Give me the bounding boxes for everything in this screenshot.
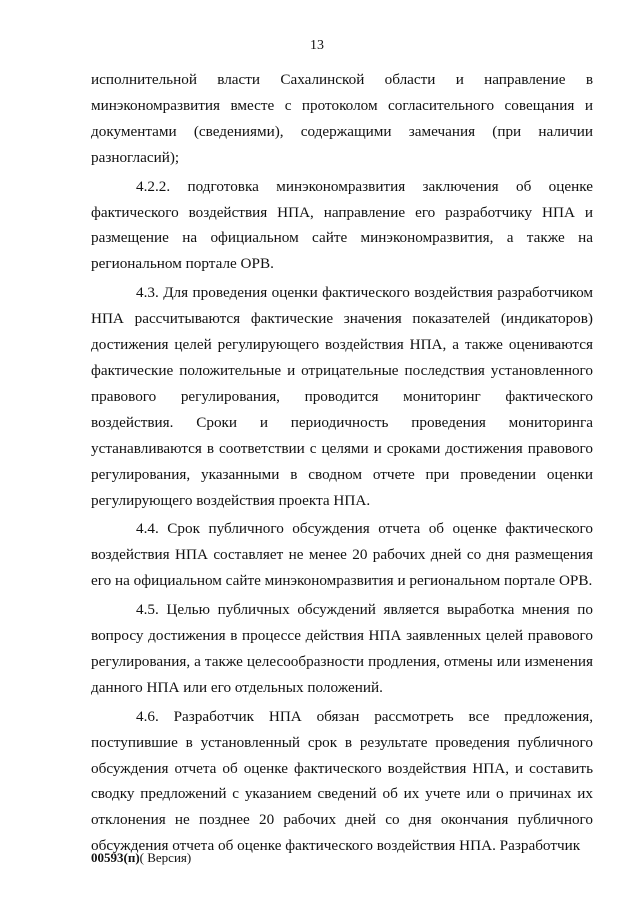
paragraph-4-4: 4.4. Срок публичного обсуждения отчета об оценке фактического воздействия НПА составляет не менее 20 рабочих дней со дня размещения его на официальном сайте минэкономразвития и региональном портале ОРВ. xyxy=(91,520,593,590)
paragraph-continuation: исполнительной власти Сахалинской области и направление в минэкономразвития вместе с протоколом согласительного совещания и документами (сведениями), содержащими замечания (при наличии разногласий); xyxy=(91,71,593,166)
paragraph-4-2-2: 4.2.2. подготовка минэкономразвития заключения об оценке фактического воздействия НПА, направление его разработчику НПА и размещение на официальном сайте минэкономразвития, а также на региональном портале ОРВ. xyxy=(91,177,593,273)
paragraph-4-6: 4.6. Разработчик НПА обязан рассмотреть все предложения, поступившие в установленный срок в результате проведения публичного обсуждения отчета об оценке фактического воздействия НПА, и составить сводку предложений с указанием сведений об их учете или о причинах их отклонения не позднее 20 рабочих дней со дня окончания публичного обсуждения отчета об оценке фактического воздействия НПА. Разработчик xyxy=(91,707,593,855)
document-footer xyxy=(91,850,191,866)
document-code: 00593(п) xyxy=(91,850,140,865)
paragraph-4-3: 4.3. Для проведения оценки фактического воздействия разработчиком НПА рассчитываются фактические значения показателей (индикаторов) достижения целей регулирующего воздействия НПА, а также оцениваются фактические положительные и отрицательные последствия установленного правового регулирования, проводится мониторинг фактического воздействия. Сроки и периодичность проведения мониторинга устанавливаются в соответствии с целями и сроками достижения правового регулирования, указанными в сводном отчете при проведении оценки регулирующего воздействия проекта НПА. xyxy=(91,284,593,509)
document-version: ( Версия) xyxy=(139,850,192,865)
document-body xyxy=(91,67,593,862)
paragraph-4-5: 4.5. Целью публичных обсуждений является выработка мнения по вопросу достижения в процессе действия НПА заявленных целей правового регулирования, а также целесообразности продления, отмены или изменения данного НПА или его отдельных положений. xyxy=(91,601,593,696)
page-number: 13 xyxy=(310,38,324,53)
